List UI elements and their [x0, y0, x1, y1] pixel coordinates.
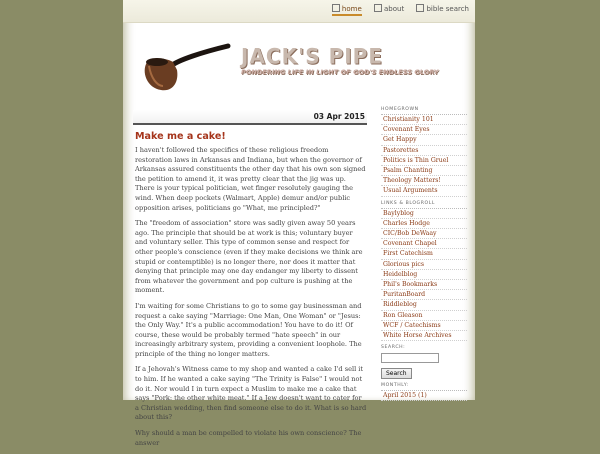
- site-title[interactable]: JACK'S PIPE: [241, 43, 384, 69]
- blogroll-link[interactable]: PuritanBoard: [381, 290, 467, 300]
- homegrown-link[interactable]: Christianity 101: [381, 115, 467, 125]
- blogroll-link[interactable]: White Horse Archives: [381, 331, 467, 341]
- site-header: [133, 26, 463, 106]
- homegrown-link[interactable]: Psalm Chanting: [381, 166, 467, 176]
- post-date: 03 Apr 2015: [133, 110, 367, 125]
- search-button[interactable]: Search: [381, 368, 412, 379]
- post-paragraph: I haven't followed the specifics of these religious freedom restoration laws in Arkansas and Indiana, but when the governor of Arkansas assured constituents the other day that his own son signed the petition to amend it, it was pretty clear that the jig was up. There is your typical politician, wet finger resolutely gauging the wind. When deep pockets (Walmart, Apple) demur and/or public opposition arises, politicians go "What, me principled?": [135, 146, 366, 212]
- links-heading: LINKS & BLOGROLL: [381, 200, 436, 206]
- post-paragraph: The "freedom of association" store was sadly given away 50 years ago. The principle that should be at work is this; voluntary buyer and voluntary seller. This type of common sense and respect for other people's conscience (even if they make decisions we think are stupid or contemptible) is no longer there, nor does it matter that denying that principle may one day endanger my liberty to dissent from whatever the government and pop culture is pushing at the moment.: [135, 219, 363, 295]
- homegrown-link[interactable]: Get Happy: [381, 135, 467, 145]
- homegrown-list: [381, 114, 467, 197]
- blogroll-link[interactable]: CIC/Bob DeWaay: [381, 229, 467, 239]
- post-paragraph: If a Jehovah's Witness came to my shop and wanted a cake I'd sell it to him. If he wanted a cake saying "The Trinity is False" I would not do it. Nor would I in turn expect a Muslim to make me a cake that says "Pork: the other white meat." If a Jew doesn't want to cater for a Christian wedding, then find someone else to do it. What is so hard about this?: [135, 365, 367, 422]
- blogroll-link[interactable]: Ron Gleason: [381, 311, 467, 321]
- archive-link[interactable]: April 2015 (1): [381, 391, 467, 401]
- page: [123, 0, 475, 447]
- book-icon: [416, 4, 424, 12]
- homegrown-link[interactable]: Pastorettes: [381, 146, 467, 156]
- homegrown-link[interactable]: Covenant Eyes: [381, 125, 467, 135]
- blogroll-link[interactable]: Charles Hodge: [381, 219, 467, 229]
- homegrown-link[interactable]: Theology Matters!: [381, 176, 467, 186]
- blogroll-link[interactable]: Riddleblog: [381, 300, 467, 310]
- monthly-heading: MONTHLY:: [381, 383, 409, 389]
- top-bar: [123, 0, 475, 23]
- blogroll-link[interactable]: Heidelblog: [381, 270, 467, 280]
- nav-bible-search[interactable]: bible search: [416, 5, 469, 13]
- homegrown-link[interactable]: Usual Arguments: [381, 186, 467, 196]
- top-nav: [322, 4, 469, 13]
- post-paragraph: Why should a man be compelled to violate his own conscience? The answer: [135, 429, 362, 447]
- homegrown-heading: HOMEGROWN: [381, 107, 419, 112]
- search-heading: SEARCH:: [381, 345, 406, 351]
- sidebar: [381, 103, 467, 401]
- pipe-logo-icon: [133, 26, 243, 96]
- about-icon: [374, 4, 382, 12]
- post-paragraph: I'm waiting for some Christians to go to some gay businessman and request a cake saying "Marriage: One Man, One Woman" or "Jesus: the Only Way." It's a public accommodation! You have to do it! Of course, these would be probably termed "hate speech" in our increasingly arbitrary system, providing a convenient loophole. The principle of the thing no longer matters.: [135, 301, 362, 358]
- monthly-list: [381, 390, 467, 401]
- nav-home[interactable]: home: [332, 5, 362, 16]
- blogroll-link[interactable]: WCF / Catechisms: [381, 321, 467, 331]
- blogroll-link[interactable]: Glorious pics: [381, 260, 467, 270]
- search-input[interactable]: [381, 353, 439, 363]
- homegrown-link[interactable]: Politics is Thin Gruel: [381, 156, 467, 166]
- links-list: [381, 208, 467, 342]
- home-icon: [332, 4, 340, 12]
- blogroll-link[interactable]: First Catechism: [381, 249, 467, 259]
- main-content: [133, 110, 367, 454]
- site-tagline: PONDERING LIFE IN LIGHT OF GOD'S ENDLESS GLORY: [241, 69, 439, 76]
- blogroll-link[interactable]: Phil's Bookmarks: [381, 280, 467, 290]
- blogroll-link[interactable]: Baylyblog: [381, 209, 467, 219]
- post: [133, 131, 367, 448]
- nav-about[interactable]: about: [374, 5, 404, 13]
- blogroll-link[interactable]: Covenant Chapel: [381, 239, 467, 249]
- post-title[interactable]: Make me a cake!: [135, 131, 226, 142]
